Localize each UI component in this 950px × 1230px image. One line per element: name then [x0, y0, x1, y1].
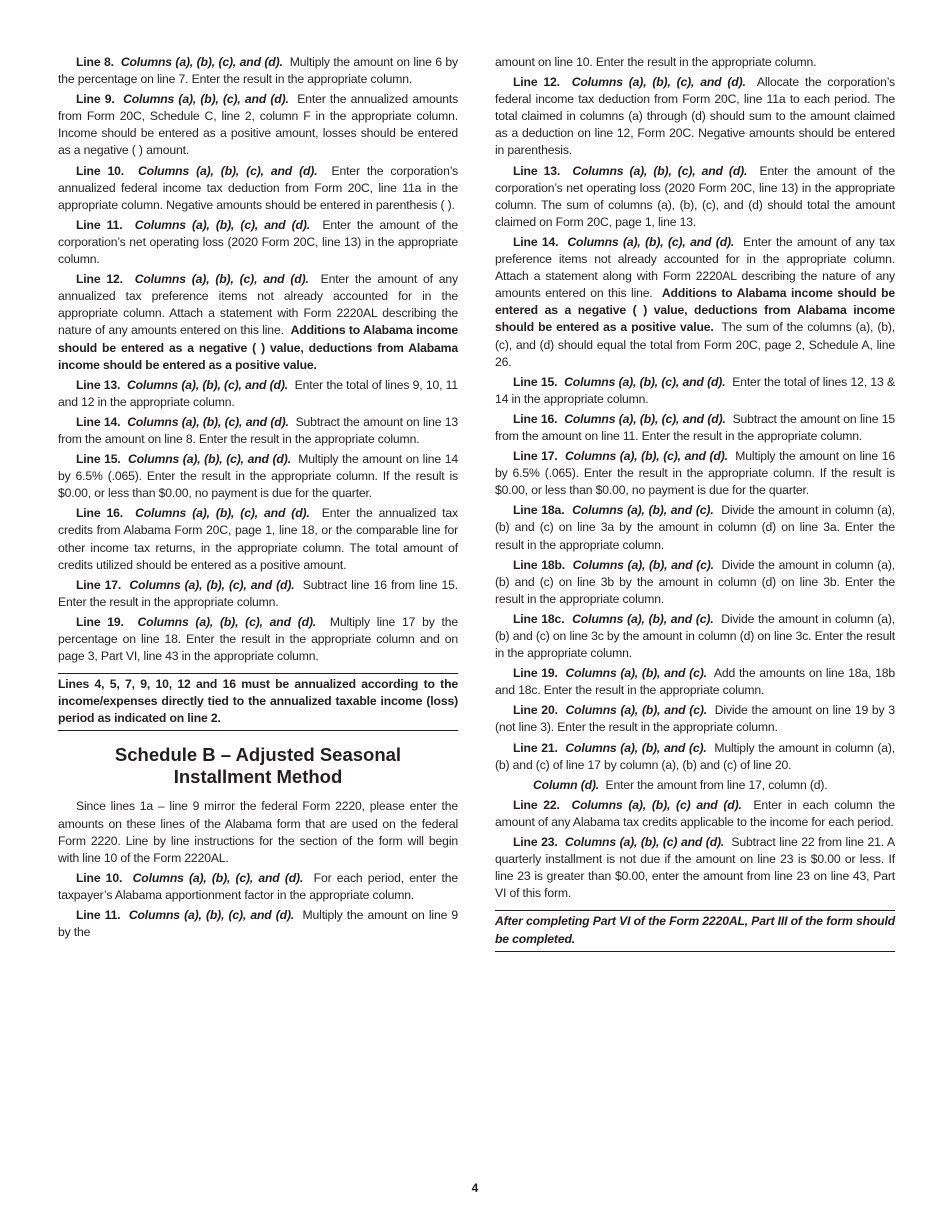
line-label: Line 21. — [513, 740, 558, 755]
columns-label: Columns (a), (b), (c), and (d). — [567, 234, 735, 249]
columns-label: Columns (a), (b), (c), and (d). — [564, 411, 726, 426]
instruction-text: Enter in each column the amount of any Alabama tax credits applicable to the income for each period. — [495, 797, 895, 829]
bold-instruction: Additions to Alabama income should be entered as a negative ( ) value, deductions from Alabama income should be entered as a positive value. — [495, 286, 895, 335]
line-label: Line 16. — [76, 506, 123, 521]
columns-label: Columns (a), (b), (c), and (d). — [137, 614, 317, 629]
line-label: Line 13. — [513, 163, 561, 178]
instruction-text: Subtract line 16 from line 15. Enter the result in the appropriate column. — [58, 577, 458, 609]
schedule-b-line-21 — [495, 740, 895, 774]
columns-label: Columns (a), (b), (c), and (d). — [134, 217, 310, 232]
instruction-text: Divide the amount in column (a), (b) and (c) on line 3a by the amount in column (d) on line 3a. Enter the result in the appropriate column. — [495, 503, 895, 552]
schedule-b-line-15 — [495, 374, 895, 408]
instruction-text: Add the amounts on line 18a, 18b and 18c. Enter the result in the appropriate column. — [495, 666, 895, 698]
instruction-line-13 — [58, 377, 458, 411]
schedule-b-line-11 — [58, 907, 458, 941]
instruction-text-after: The sum of the columns (a), (b), (c), and (d) should equal the total from Form 20C, page 2, Schedule A, line 26. — [495, 320, 896, 369]
columns-label: Columns (a), (b), and (c). — [565, 740, 707, 755]
schedule-b-line-18a — [495, 502, 895, 553]
instruction-text: Subtract the amount on line 15 from the amount on line 11. Enter the result in the appropriate column. — [495, 411, 896, 443]
instruction-line-19 — [58, 614, 458, 665]
line-label: Line 15. — [76, 452, 121, 467]
line-label: Line 17. — [76, 577, 122, 592]
schedule-b-line-10 — [58, 870, 458, 904]
instruction-text: Enter the amount from line 17, column (d). — [605, 777, 828, 792]
columns-label: Columns (a), (b), (c), and (d). — [134, 272, 309, 287]
right-column — [495, 54, 895, 952]
schedule-b-line-14 — [495, 234, 895, 371]
schedule-b-column-d — [495, 777, 895, 794]
instruction-text: Multiply the amount on line 6 by the percentage on line 7. Enter the result in the appropriate column. — [58, 55, 458, 87]
line-label: Line 12. — [513, 75, 560, 90]
schedule-b-line-18c — [495, 611, 895, 662]
line-label: Line 14. — [76, 414, 121, 429]
instruction-text: Enter the amount of the corporation’s net operating loss (2020 Form 20C, line 13) in the appropriate column. — [58, 217, 458, 267]
schedule-b-line-23 — [495, 834, 895, 902]
schedule-b-line-20 — [495, 702, 895, 736]
columns-label: Columns (a), (b), (c), and (d). — [572, 163, 748, 178]
instruction-line-11 — [58, 217, 458, 268]
instruction-text: Enter the annualized tax credits from Alabama Form 20C, page 1, line 18, or the comparable line for other income tax returns, in the appropriate column. The total amount of credits utilized should be entered as a positive amount. — [58, 506, 458, 572]
line-label: Line 9. — [76, 92, 115, 107]
instruction-line-15 — [58, 451, 458, 502]
line-label: Line 18a. — [513, 503, 565, 518]
columns-label: Columns (a), (b), and (c). — [572, 557, 714, 572]
instruction-text: Enter the total of lines 12, 13 & 14 in the appropriate column. — [495, 374, 895, 406]
columns-label: Columns (a), (b), and (c). — [565, 703, 707, 718]
schedule-b-line-13 — [495, 163, 895, 231]
schedule-b-line-16 — [495, 411, 895, 445]
columns-label: Columns (a), (b), and (c). — [572, 611, 714, 626]
columns-label: Columns (a), (b), (c), and (d). — [138, 163, 318, 178]
columns-label: Columns (a), (b), (c), and (d). — [565, 449, 728, 464]
columns-label: Columns (a), (b), (c) and (d). — [571, 797, 742, 812]
annualized-lines-note: Lines 4, 5, 7, 9, 10, 12 and 16 must be annualized according to the income/expenses directly tied to the annualized taxable income (loss) period as indicated on line 2. — [58, 673, 458, 731]
columns-label: Columns (a), (b), (c), and (d). — [571, 75, 746, 90]
instruction-text: Multiply the amount on line 16 by 6.5% (.065). Enter the result in the appropriate column. If the result is $0.00, or less than $0.00, no payment is due for the quarter. — [495, 449, 895, 498]
instruction-text: Divide the amount on line 19 by 3 (not line 3). Enter the result in the appropriate column. — [495, 703, 895, 735]
instruction-text: Divide the amount in column (a), (b) and (c) on line 3c by the amount in column (d) on line 3c. Enter the result in the appropriate column. — [495, 611, 895, 661]
columns-label: Columns (a), (b), (c), and (d). — [120, 55, 283, 69]
columns-label: Columns (a), (b), (c), and (d). — [127, 414, 289, 429]
line-label: Line 20. — [513, 703, 558, 718]
instruction-text: Enter the amount of any tax preference items not already accounted for in the appropriate column. Attach a statement along with Form 2220AL describing the nature of any amounts entered on this line. — [495, 234, 896, 301]
line-label: Line 11. — [76, 908, 121, 923]
schedule-b-title — [58, 744, 458, 788]
line-label: Line 16. — [513, 411, 558, 426]
instruction-text: Multiply the amount in column (a), (b) and (c) of line 17 by column (a), (b) and (c) of line 20. — [495, 740, 896, 772]
line-label: Line 14. — [513, 234, 559, 249]
columns-label: Columns (a), (b), (c), and (d). — [128, 452, 291, 467]
instruction-text: Enter the corporation’s annualized federal income tax deduction from Form 20C, line 11a in the appropriate column. Negative amounts should be entered in parenthesis ( ). — [58, 163, 458, 212]
left-column — [58, 54, 458, 944]
schedule-b-line-12 — [495, 74, 895, 159]
line-label: Line 18b. — [513, 557, 566, 572]
instruction-text: Subtract the amount on line 13 from the amount on line 8. Enter the result in the appropriate column. — [58, 414, 459, 446]
schedule-b-line-22 — [495, 797, 895, 831]
columns-label: Columns (a), (b), (c), and (d). — [135, 506, 310, 521]
instruction-text: Multiply the amount on line 14 by 6.5% (.065). Enter the result in the appropriate column. If the result is $0.00, or less than $0.00, no payment is due for the quarter. — [58, 452, 458, 501]
instruction-text: Divide the amount in column (a), (b) and (c) on line 3b by the amount in column (d) on line 3b. Enter the result in the appropriate column. — [495, 557, 895, 606]
line-label: Line 10. — [76, 870, 123, 885]
line-label: Line 18c. — [513, 611, 565, 626]
completion-note: After completing Part VI of the Form 2220AL, Part III of the form should be completed. — [495, 910, 895, 951]
instruction-text: Allocate the corporation’s federal income tax deduction from Form 20C, line 11a to each period. The total claimed in columns (a) through (d) should sum to the amount claimed as a deduction on line 12, Form 20C. Negative amounts should be entered in parenthesis. — [495, 75, 895, 158]
instruction-line-16 — [58, 505, 458, 573]
schedule-b-intro: Since lines 1a – line 9 mirror the federal Form 2220, please enter the amounts on these lines of the Alabama form that are used on the federal Form 2220. Line by line instructions for the section of the form will begin with line 10 of the Form 2220AL. — [58, 799, 458, 865]
instruction-line-10 — [58, 163, 458, 214]
page-number: 4 — [471, 1181, 479, 1195]
instruction-text: Enter the amount of any annualized tax preference items not already accounted for in the appropriate column. Attach a statement with Form 2220AL describing the nature of any amounts entered on this line. — [58, 272, 458, 338]
instruction-line-12 — [58, 271, 458, 374]
instruction-text: Enter the amount of the corporation’s net operating loss (2020 Form 20C, line 13) in the appropriate column. The sum of columns (a), (b), (c), and (d) should total the amount claimed on Form 20C, page 1, line 13. — [495, 163, 896, 229]
schedule-title-line-2: Installment Method — [173, 766, 343, 788]
schedule-b-line-18b — [495, 557, 895, 608]
columns-label: Column (d). — [533, 777, 600, 792]
columns-label: Columns (a), (b), (c), and (d). — [564, 374, 726, 389]
columns-label: Columns (a), (b), (c), and (d). — [128, 908, 295, 923]
line-label: Line 15. — [513, 374, 558, 389]
columns-label: Columns (a), (b), and (c). — [565, 666, 707, 681]
line-11-continuation: amount on line 10. Enter the result in the appropriate column. — [495, 55, 817, 69]
line-label: Line 13. — [76, 377, 121, 392]
line-label: Line 22. — [513, 797, 560, 812]
bold-instruction: Additions to Alabama income should be entered as a negative ( ) value, deductions from Alabama income should be entered as a positive value. — [58, 323, 458, 372]
schedule-b-line-17 — [495, 448, 895, 499]
instruction-line-17 — [58, 577, 458, 611]
schedule-title-line-1: Schedule B – Adjusted Seasonal — [114, 744, 402, 766]
instruction-line-9 — [58, 91, 458, 159]
line-label: Line 23. — [513, 835, 558, 850]
columns-label: Columns (a), (b), (c), and (d). — [129, 577, 295, 592]
line-label: Line 10. — [76, 163, 124, 178]
columns-label: Columns (a), (b), (c), and (d). — [126, 377, 288, 392]
columns-label: Columns (a), (b), (c) and (d). — [564, 835, 725, 850]
line-label: Line 19. — [513, 666, 558, 681]
instruction-line-8 — [58, 54, 458, 88]
instruction-line-14 — [58, 414, 458, 448]
line-label: Line 11. — [76, 217, 123, 232]
instruction-text: Enter the total of lines 9, 10, 11 and 12 in the appropriate column. — [58, 377, 458, 409]
instruction-text: Multiply line 17 by the percentage on line 18. Enter the result in the appropriate column and on page 3, Part VI, line 43 in the appropriate column. — [58, 614, 459, 664]
instruction-text: For each period, enter the taxpayer’s Alabama apportionment factor in the appropriate column. — [58, 870, 458, 902]
line-label: Line 17. — [513, 449, 558, 464]
instruction-text: Subtract line 22 from line 21. A quarterly installment is not due if the amount on line 23 is $0.00 or less. If line 23 is greater than $0.00, enter the amount from line 23 on line 43, Part VI of this form. — [495, 835, 895, 901]
line-label: Line 19. — [76, 614, 124, 629]
columns-label: Columns (a), (b), (c), and (d). — [123, 92, 289, 107]
line-label: Line 12. — [76, 272, 123, 287]
schedule-b-line-19 — [495, 665, 895, 699]
columns-label: Columns (a), (b), and (c). — [572, 503, 714, 518]
columns-label: Columns (a), (b), (c), and (d). — [132, 870, 304, 885]
instruction-text: Multiply the amount on line 9 by the — [58, 908, 459, 940]
line-label: Line 8. — [76, 55, 114, 69]
instruction-text: Enter the annualized amounts from Form 20C, Schedule C, line 2, column F in the appropriate column. Income should be entered as a positive amount, losses should be entered as a negative ( ) amount. — [58, 92, 459, 158]
